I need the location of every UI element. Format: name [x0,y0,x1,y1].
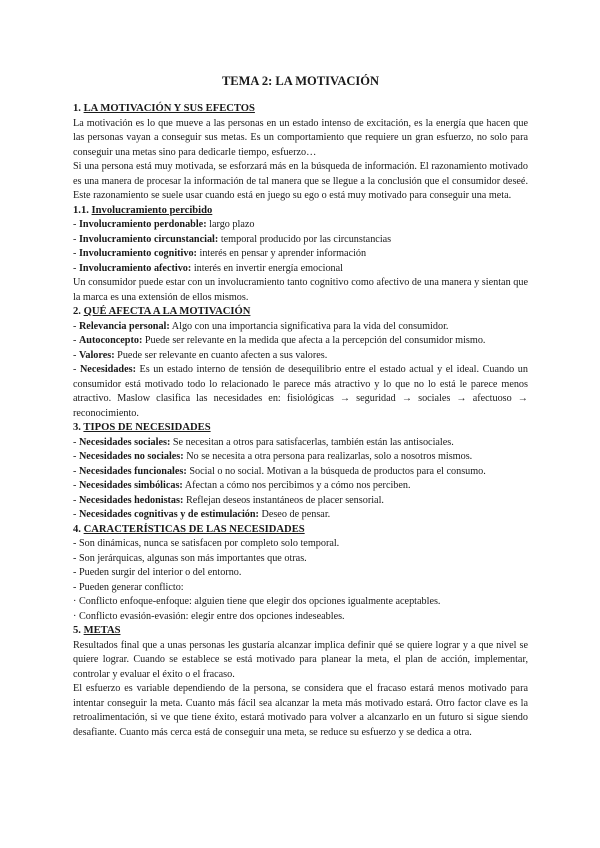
section-motivacion [73,102,528,740]
list-item: - Pueden generar conflicto: [73,581,184,593]
list-item: - Valores: Puede ser relevante en cuanto afecten a sus valores. [73,349,328,361]
sub-list-item: · Conflicto evasión-evasión: elegir entre dos opciones indeseables. [73,610,345,622]
list-item: - Necesidades hedonistas: Reflejan deseos instantáneos de placer sensorial. [73,494,384,506]
section-5-number: 5. [73,625,81,636]
section-2-title: QUÉ AFECTA A LA MOTIVACIÓN [83,306,251,317]
document-title: TEMA 2: LA MOTIVACIÓN [221,74,380,88]
section-2-heading [73,305,528,320]
list-item: - Necesidades simbólicas: Afectan a cómo nos percibimos y a cómo nos perciben. [73,480,411,491]
list-item: - Involucramiento perdonable: largo plazo [73,219,255,230]
list-item: - Autoconcepto: Puede ser relevante en la medida que afecta a la percepción del consumidor mismo. [73,335,486,346]
section-3-heading [73,421,528,436]
section-5-title: METAS [83,625,121,636]
list-item: - Necesidades funcionales: Social o no social. Motivan a la búsqueda de productos para el consumo. [73,465,486,477]
paragraph: El esfuerzo es variable dependiendo de la persona, se considera que el fracaso estará menos motivado para intentar conseguir la meta. Cuanto más fácil sea alcanzar la meta más motivado estará. Otro factor clave es la retroalimentación, si ve que tiene éxito, estará motivado para volver a alcanzarlo en un futuro si sigue siendo desafiante. Cuanto más cerca está de conseguir una meta, se reduce su esfuerzo y se dedica a otra. [73,683,528,738]
list-item: - Necesidades sociales: Se necesitan a otros para satisfacerlas, también están las antisociales. [73,436,454,448]
subsection-number: 1.1. [73,204,89,216]
subsection-title: Involucramiento percibido [91,204,213,216]
sub-list-item: · Conflicto enfoque-enfoque: alguien tiene que elegir dos opciones igualmente aceptables. [73,596,441,607]
list-item: - Son dinámicas, nunca se satisfacen por completo solo temporal. [73,538,340,549]
list-item: - Relevancia personal: Algo con una importancia significativa para la vida del consumidor. [73,320,449,332]
section-4-heading [73,523,528,538]
list-item: - Necesidades: Es un estado interno de tensión de desequilibrio entre el estado actual y el ideal. Cuando un consumidor está motivado todo lo relacionado le parece más atractivo y lo que no lo está le parece menos atractivo. Maslow clasifica las necesidades en: fisiológicas → seguridad → sociales → afectuoso → reconocimiento. [73,364,528,419]
list-item: - Involucramiento cognitivo: interés en pensar y aprender información [73,248,367,259]
list-item: - Necesidades no sociales: No se necesita a otra persona para realizarlas, solo a nosotros mismos. [73,451,473,462]
list-item: - Involucramiento afectivo: interés en invertir energía emocional [73,262,343,274]
section-1-heading [73,102,528,117]
list-item: - Involucramiento circunstancial: temporal producido por las circunstancias [73,233,392,245]
subsection-1-1-heading [73,204,528,219]
paragraph: Un consumidor puede estar con un involucramiento tanto cognitivo como afectivo de una manera y sientan que la marca es una extensión de ellos mismos. [73,277,528,303]
section-5-heading [73,624,528,639]
section-3-number: 3. [73,422,81,433]
list-item: - Son jerárquicas, algunas son más importantes que otras. [73,552,307,564]
list-item: - Necesidades cognitivas y de estimulación: Deseo de pensar. [73,509,331,520]
paragraph: Resultados final que a unas personas les gustaría alcanzar implica definir qué se quiere lograr y a que nivel se quiere lograr. Cuando se establece se está motivado para planear la meta, el plan de acción, implementar, controlar y evaluar el éxito o el fracaso. [73,639,528,680]
section-4-title: CARACTERÍSTICAS DE LAS NECESIDADES [83,523,305,535]
section-4-number: 4. [73,523,81,535]
list-item: - Pueden surgir del interior o del entorno. [73,567,242,578]
paragraph: La motivación es lo que mueve a las personas en un estado intenso de excitación, es la energía que hacen que las personas vayan a conseguir sus metas. Es un comportamiento que requiere un gran esfuerzo, no solo para conseguir una metas sino para dedicarle tiempo, esfuerzo… [73,117,528,158]
section-2-number: 2. [73,306,81,317]
section-1-title: LA MOTIVACIÓN Y SUS EFECTOS [83,103,255,114]
section-1-number: 1. [73,103,81,114]
paragraph: Si una persona está muy motivada, se esforzará más en la búsqueda de información. El razonamiento motivado es una manera de procesar la información de tal manera que se llegue a la conclusión que el consumidor deseé. Este razonamiento se suele usar cuando está en juego su ego o está muy motivado para conseguir una meta. [73,161,528,201]
section-3-title: TIPOS DE NECESIDADES [83,422,211,433]
